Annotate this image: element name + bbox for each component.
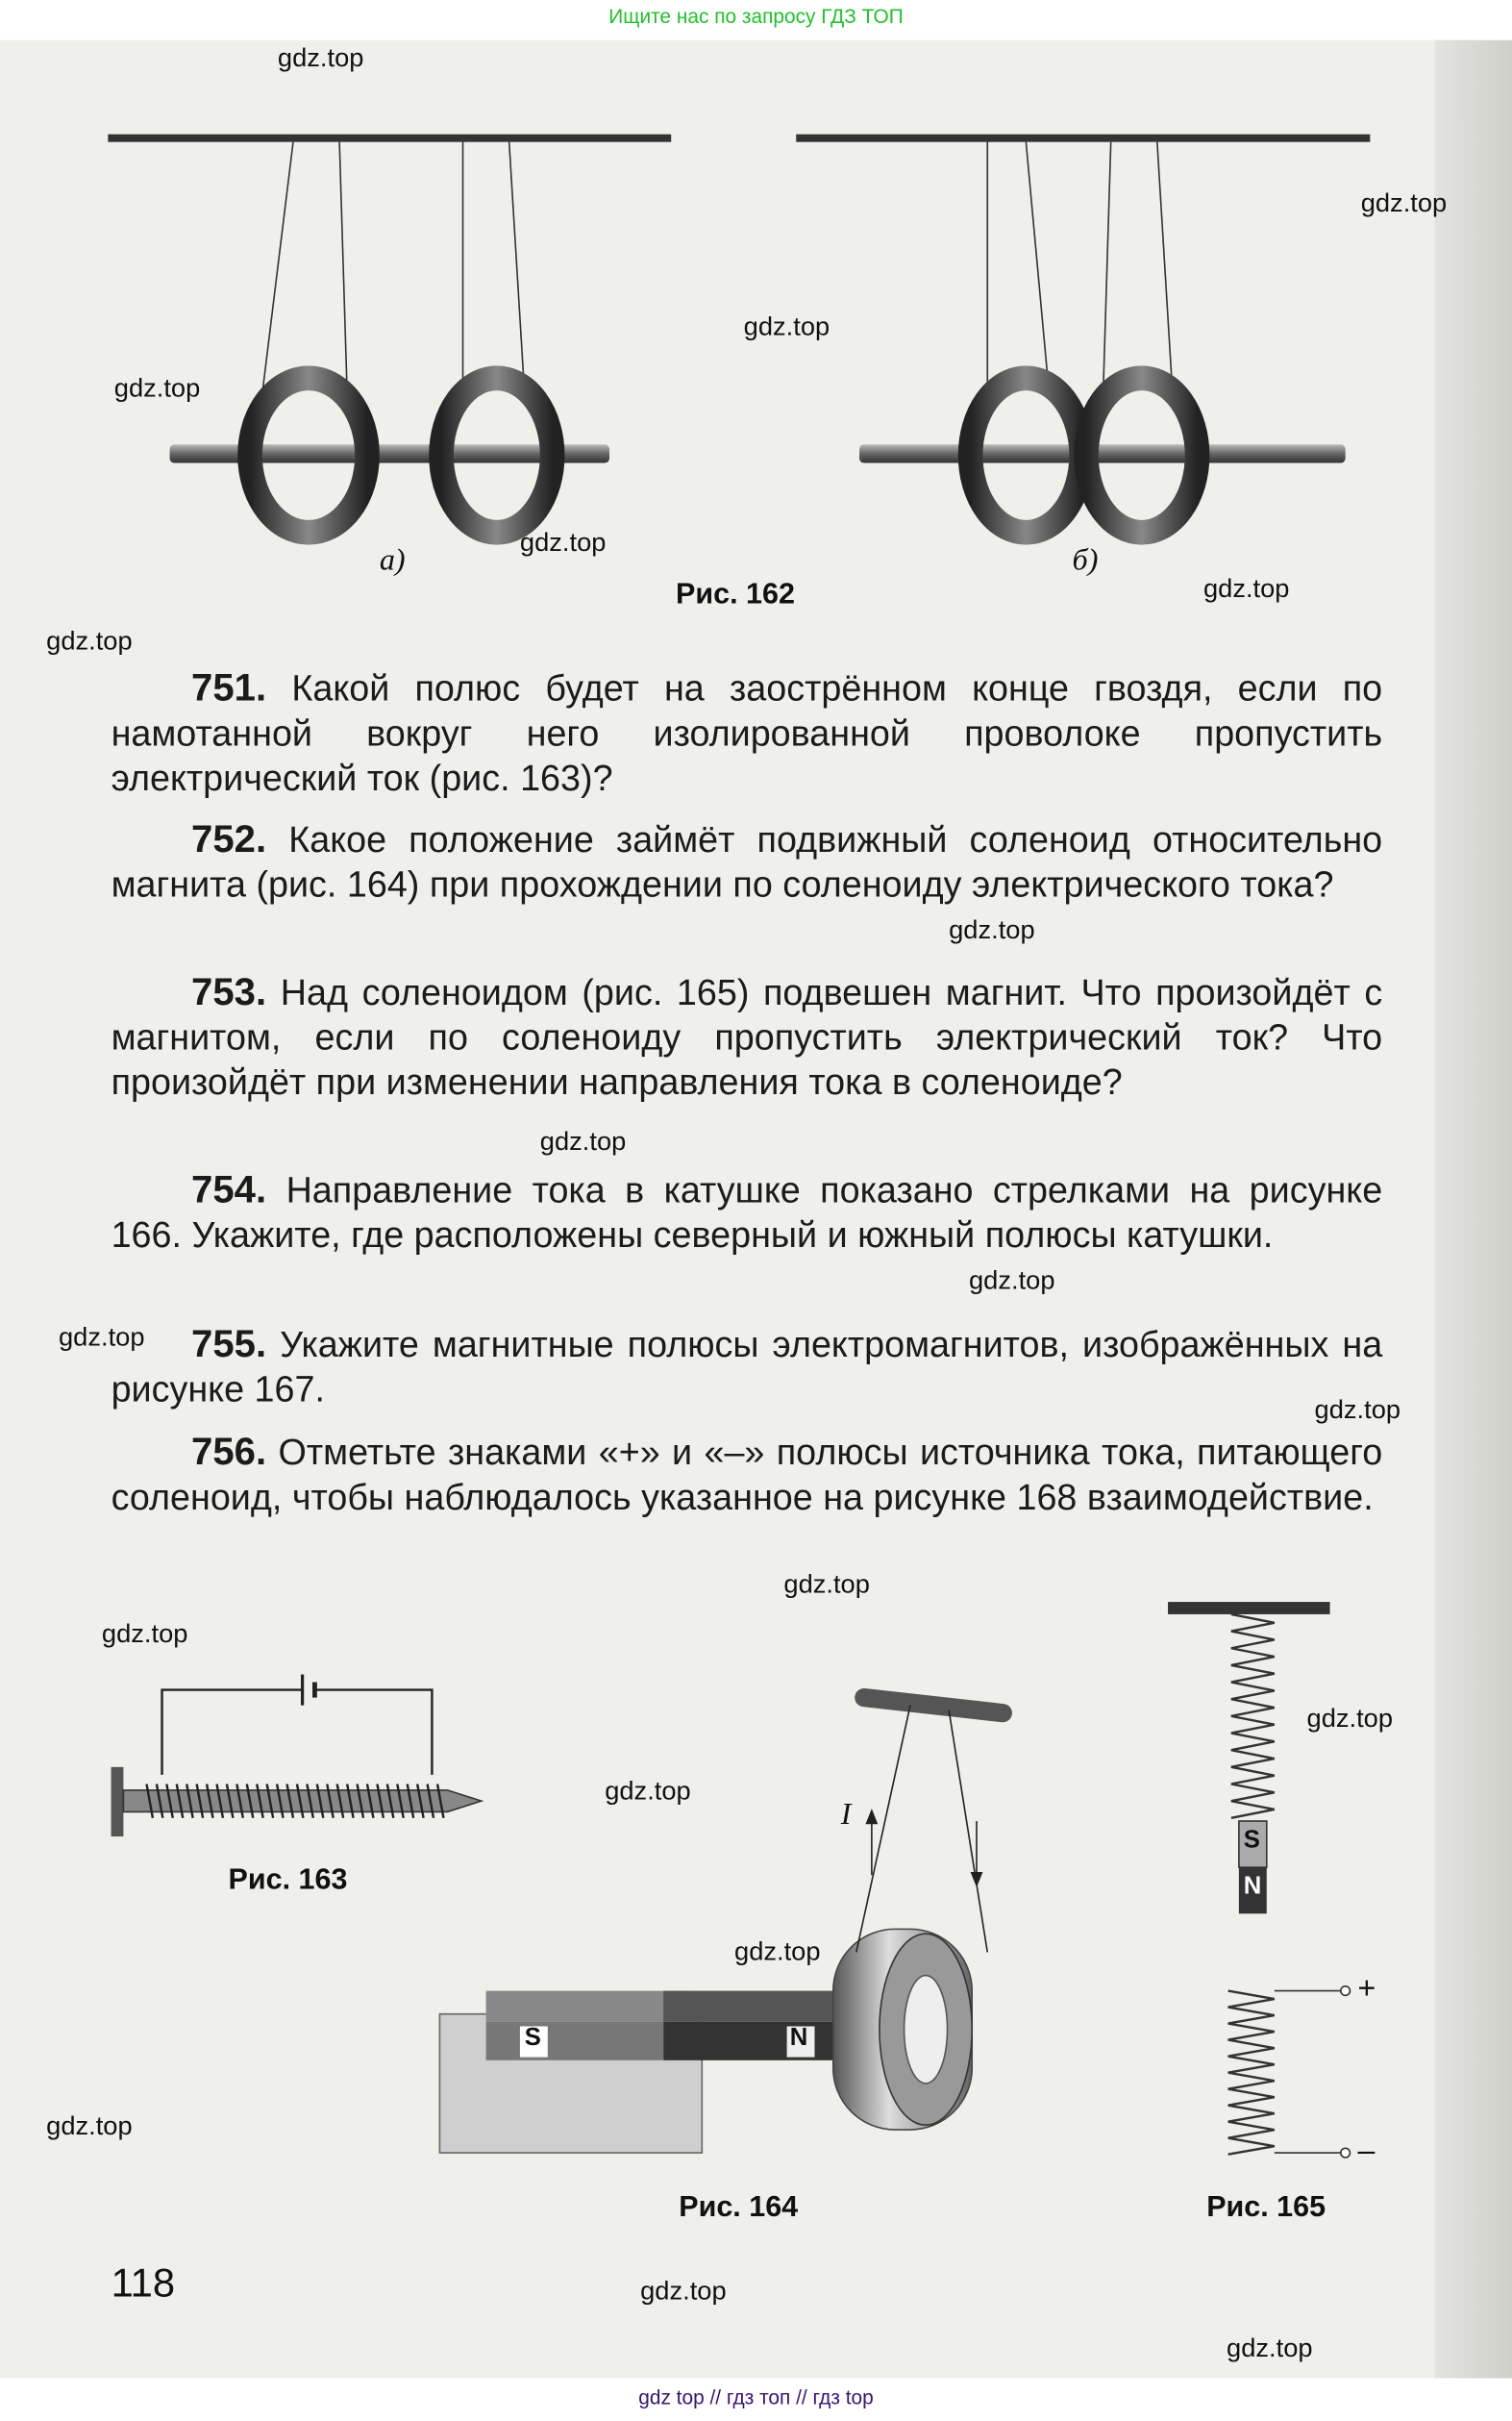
fig163-caption: Рис. 163: [228, 1863, 348, 1897]
watermark: gdz.top: [539, 1126, 627, 1157]
figure-163-nail: [112, 1675, 482, 1837]
watermark: gdz.top: [949, 914, 1035, 945]
figure-162a: [108, 135, 671, 533]
problem-753: [112, 971, 1383, 1106]
watermark: gdz.top: [1227, 2333, 1313, 2363]
fig165-pole-n: N: [1243, 1873, 1262, 1900]
problem-number: 754.: [191, 1168, 267, 1212]
fig164-caption: Рис. 164: [679, 2191, 799, 2224]
figure-162b: [796, 135, 1370, 533]
fig165-caption: Рис. 165: [1206, 2191, 1326, 2224]
problem-text: Направление тока в катушке показано стрелками на рисунке 166. Укажите, где расположены северный и южный полюсы катушки.: [111, 1169, 1383, 1255]
watermark: gdz.top: [46, 2110, 133, 2141]
watermark: gdz.top: [969, 1265, 1055, 1295]
top-banner[interactable]: Ищите нас по запросу ГДЗ ТОП: [608, 4, 904, 28]
watermark: gdz.top: [101, 1618, 188, 1649]
watermark: gdz.top: [1202, 574, 1290, 604]
problem-756: [112, 1431, 1383, 1520]
problem-number: 752.: [191, 817, 267, 861]
watermark: gdz.top: [113, 373, 201, 403]
watermark: gdz.top: [519, 527, 607, 558]
watermark: gdz.top: [743, 312, 830, 341]
problem-755: [112, 1323, 1383, 1412]
watermark: gdz.top: [1306, 1704, 1394, 1734]
watermark: gdz.top: [1360, 187, 1448, 218]
fig165-pole-s: S: [1243, 1827, 1260, 1854]
page-number: 118: [111, 2259, 176, 2307]
fig162-part-b-label: б): [1072, 542, 1099, 578]
problem-number: 753.: [191, 970, 267, 1014]
problem-text: Какое положение займёт подвижный соленоид относительно магнита (рис. 164) при прохождении по соленоиду электрического тока?: [111, 819, 1383, 905]
problem-number: 751.: [191, 666, 267, 711]
watermark: gdz.top: [277, 42, 364, 73]
watermark: gdz.top: [605, 1776, 691, 1806]
fig164-pole-n: N: [789, 2024, 808, 2052]
fig162-caption: Рис. 162: [676, 578, 795, 611]
problem-text: Над соленоидом (рис. 165) подвешен магнит. Что произойдёт с магнитом, если по соленоиду пропустить электрический ток? Что произойдёт при изменении направления тока в соленоиде?: [111, 972, 1383, 1103]
watermark: gdz.top: [1314, 1395, 1401, 1425]
problem-text: Отметьте знаками «+» и «–» полюсы источника тока, питающего соленоид, чтобы наблюдалось указанное на рисунке 168 взаимодействие.: [111, 1432, 1383, 1517]
fig162-part-a-label: а): [379, 542, 406, 578]
fig166-current-label: I: [840, 1797, 852, 1833]
problem-number: 755.: [191, 1322, 267, 1366]
fig165-minus: –: [1357, 2134, 1376, 2169]
problem-text: Какой полюс будет на заострённом конце гвоздя, если по намотанной вокруг него изолированной проволоке пропустить электрический ток (рис. 163)?: [111, 668, 1383, 798]
watermark: gdz.top: [640, 2276, 727, 2307]
watermark: gdz.top: [58, 1322, 145, 1353]
fig165-plus: +: [1357, 1972, 1376, 2007]
fig164-pole-s: S: [524, 2024, 541, 2052]
watermark: gdz.top: [783, 1569, 870, 1599]
footer-links[interactable]: gdz top // гдз топ // гдз top: [638, 2385, 874, 2409]
figure-164-magnet: [439, 1698, 1003, 2154]
problem-751: [112, 666, 1383, 801]
problem-number: 756.: [191, 1430, 267, 1474]
problem-754: [112, 1168, 1383, 1258]
watermark: gdz.top: [734, 1936, 821, 1966]
watermark: gdz.top: [46, 626, 133, 657]
problem-text: Укажите магнитные полюсы электромагнитов, изображённых на рисунке 167.: [111, 1324, 1383, 1410]
problem-752: [112, 818, 1383, 908]
